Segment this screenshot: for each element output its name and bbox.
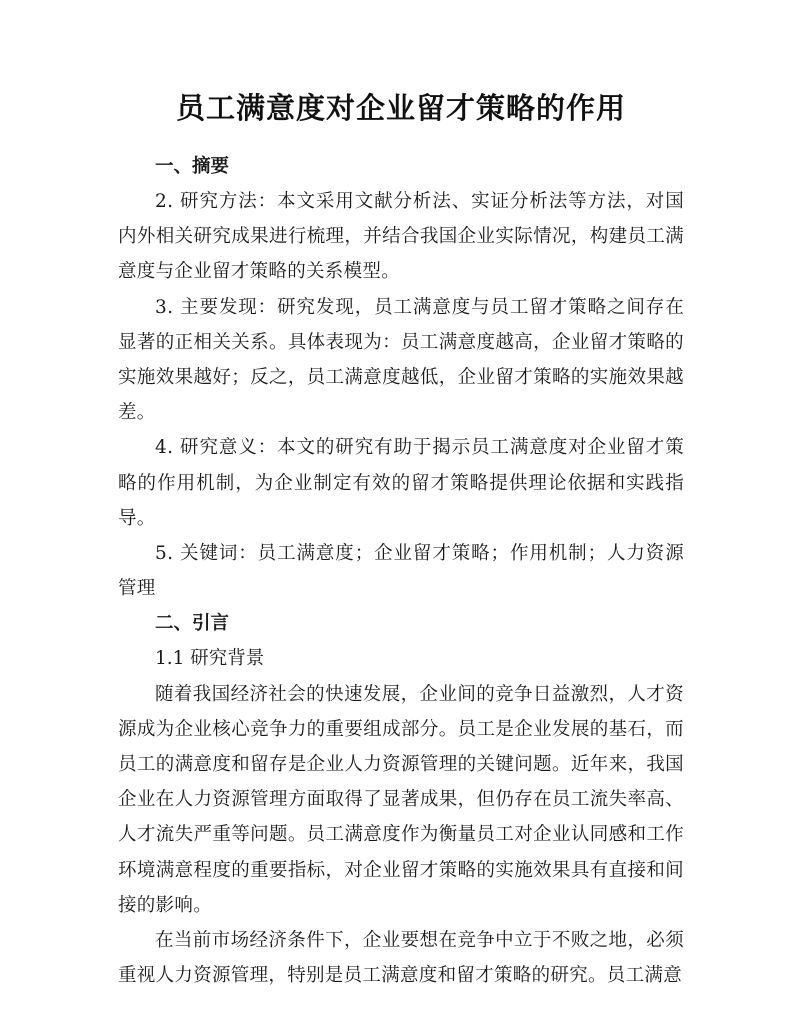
paragraph-research-method: 2. 研究方法：本文采用文献分析法、实证分析法等方法，对国内外相关研究成果进行梳理，并结合我国企业实际情况，构建员工满意度与企业留才策略的关系模型。 [118,191,684,283]
paragraph-research-significance: 4. 研究意义：本文的研究有助于揭示员工满意度对企业留才策略的作用机制，为企业制定有效的留才策略提供理论依据和实践指导。 [118,437,684,529]
paragraph-market-conditions: 在当前市场经济条件下，企业要想在竞争中立于不败之地，必须重视人力资源管理，特别是员工满意度和留才策略的研究。员工满意 [118,930,684,987]
document-title: 员工满意度对企业留才策略的作用 [175,91,626,125]
paragraph-background: 随着我国经济社会的快速发展，企业间的竞争日益激烈，人才资源成为企业核心竞争力的重要组成部分。员工是企业发展的基石，而员工的满意度和留存是企业人力资源管理的关键问题。近年来，我国企业在人力资源管理方面取得了显著成果，但仍存在员工流失率高、人才流失严重等问题。员工满意度作为衡量员工对企业认同感和工作环境满意程度的重要指标，对企业留才策略的实施效果具有直接和间接的影响。 [118,683,684,916]
paragraph-main-findings: 3. 主要发现：研究发现，员工满意度与员工留才策略之间存在显著的正相关关系。具体表现为：员工满意度越高，企业留才策略的实施效果越好；反之，员工满意度越低，企业留才策略的实施效果越差。 [118,296,684,424]
paragraph-keywords: 5. 关键词：员工满意度；企业留才策略；作用机制；人力资源管理 [118,543,684,600]
subsection-heading-background: 1.1 研究背景 [155,648,265,670]
document-page [118,86,684,993]
section-heading-abstract: 一、摘要 [155,156,230,177]
section-heading-introduction: 二、引言 [155,613,230,635]
